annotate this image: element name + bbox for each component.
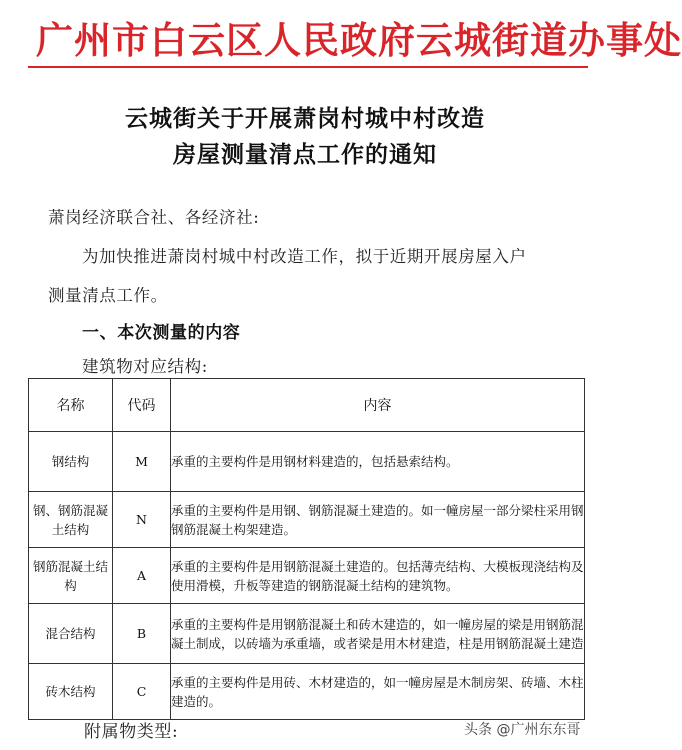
header-code: 代码 [113,379,171,432]
row-code: A [113,548,171,604]
row-code: B [113,604,171,664]
row-code: N [113,492,171,548]
attachments-label: 附属物类型: [84,722,179,742]
row-desc: 承重的主要构件是用钢筋混凝土和砖木建造的，如一幢房屋的梁是用钢筋混凝土制成，以砖墙为承重墙，或者梁是用木材建造，柱是用钢筋混凝土建造 [171,604,585,664]
notice-title-line1: 云城街关于开展萧岗村城中村改造 [125,105,485,132]
row-name: 钢筋混凝土结构 [29,548,113,604]
table-row [29,664,585,720]
row-desc: 承重的主要构件是用砖、木材建造的，如一幢房屋是木制房架、砖墙、木柱建造的。 [171,664,585,720]
table-row [29,432,585,492]
addressee: 萧岗经济联合社、各经济社: [48,208,260,227]
row-code: C [113,664,171,720]
row-code: M [113,432,171,492]
row-desc: 承重的主要构件是用钢材料建造的，包括悬索结构。 [171,432,585,492]
intro-line2: 测量清点工作。 [48,286,168,305]
structures-label: 建筑物对应结构: [82,357,208,376]
letterhead-divider [28,66,588,68]
row-name: 钢结构 [29,432,113,492]
intro-line1: 为加快推进萧岗村城中村改造工作，拟于近期开展房屋入户 [82,247,527,266]
row-name: 混合结构 [29,604,113,664]
row-name: 钢、钢筋混凝土结构 [29,492,113,548]
letterhead-title: 广州市白云区人民政府云城街道办事处 [36,18,682,62]
section1-heading: 一、本次测量的内容 [82,323,241,343]
letterhead [0,0,682,72]
watermark: 头条 @广州东东哥 [464,722,581,738]
table-row [29,548,585,604]
row-desc: 承重的主要构件是用钢、钢筋混凝土建造的。如一幢房屋一部分梁柱采用钢钢筋混凝土构架建造。 [171,492,585,548]
row-desc: 承重的主要构件是用钢筋混凝土建造的。包括薄壳结构、大模板现浇结构及使用滑模，升板等建造的钢筋混凝土结构的建筑物。 [171,548,585,604]
structure-table [28,378,585,720]
header-name: 名称 [29,379,113,432]
table-header-row [29,379,585,432]
notice-title-line2: 房屋测量清点工作的通知 [173,141,437,168]
table-row [29,604,585,664]
table-row [29,492,585,548]
row-name: 砖木结构 [29,664,113,720]
header-content: 内容 [171,379,585,432]
